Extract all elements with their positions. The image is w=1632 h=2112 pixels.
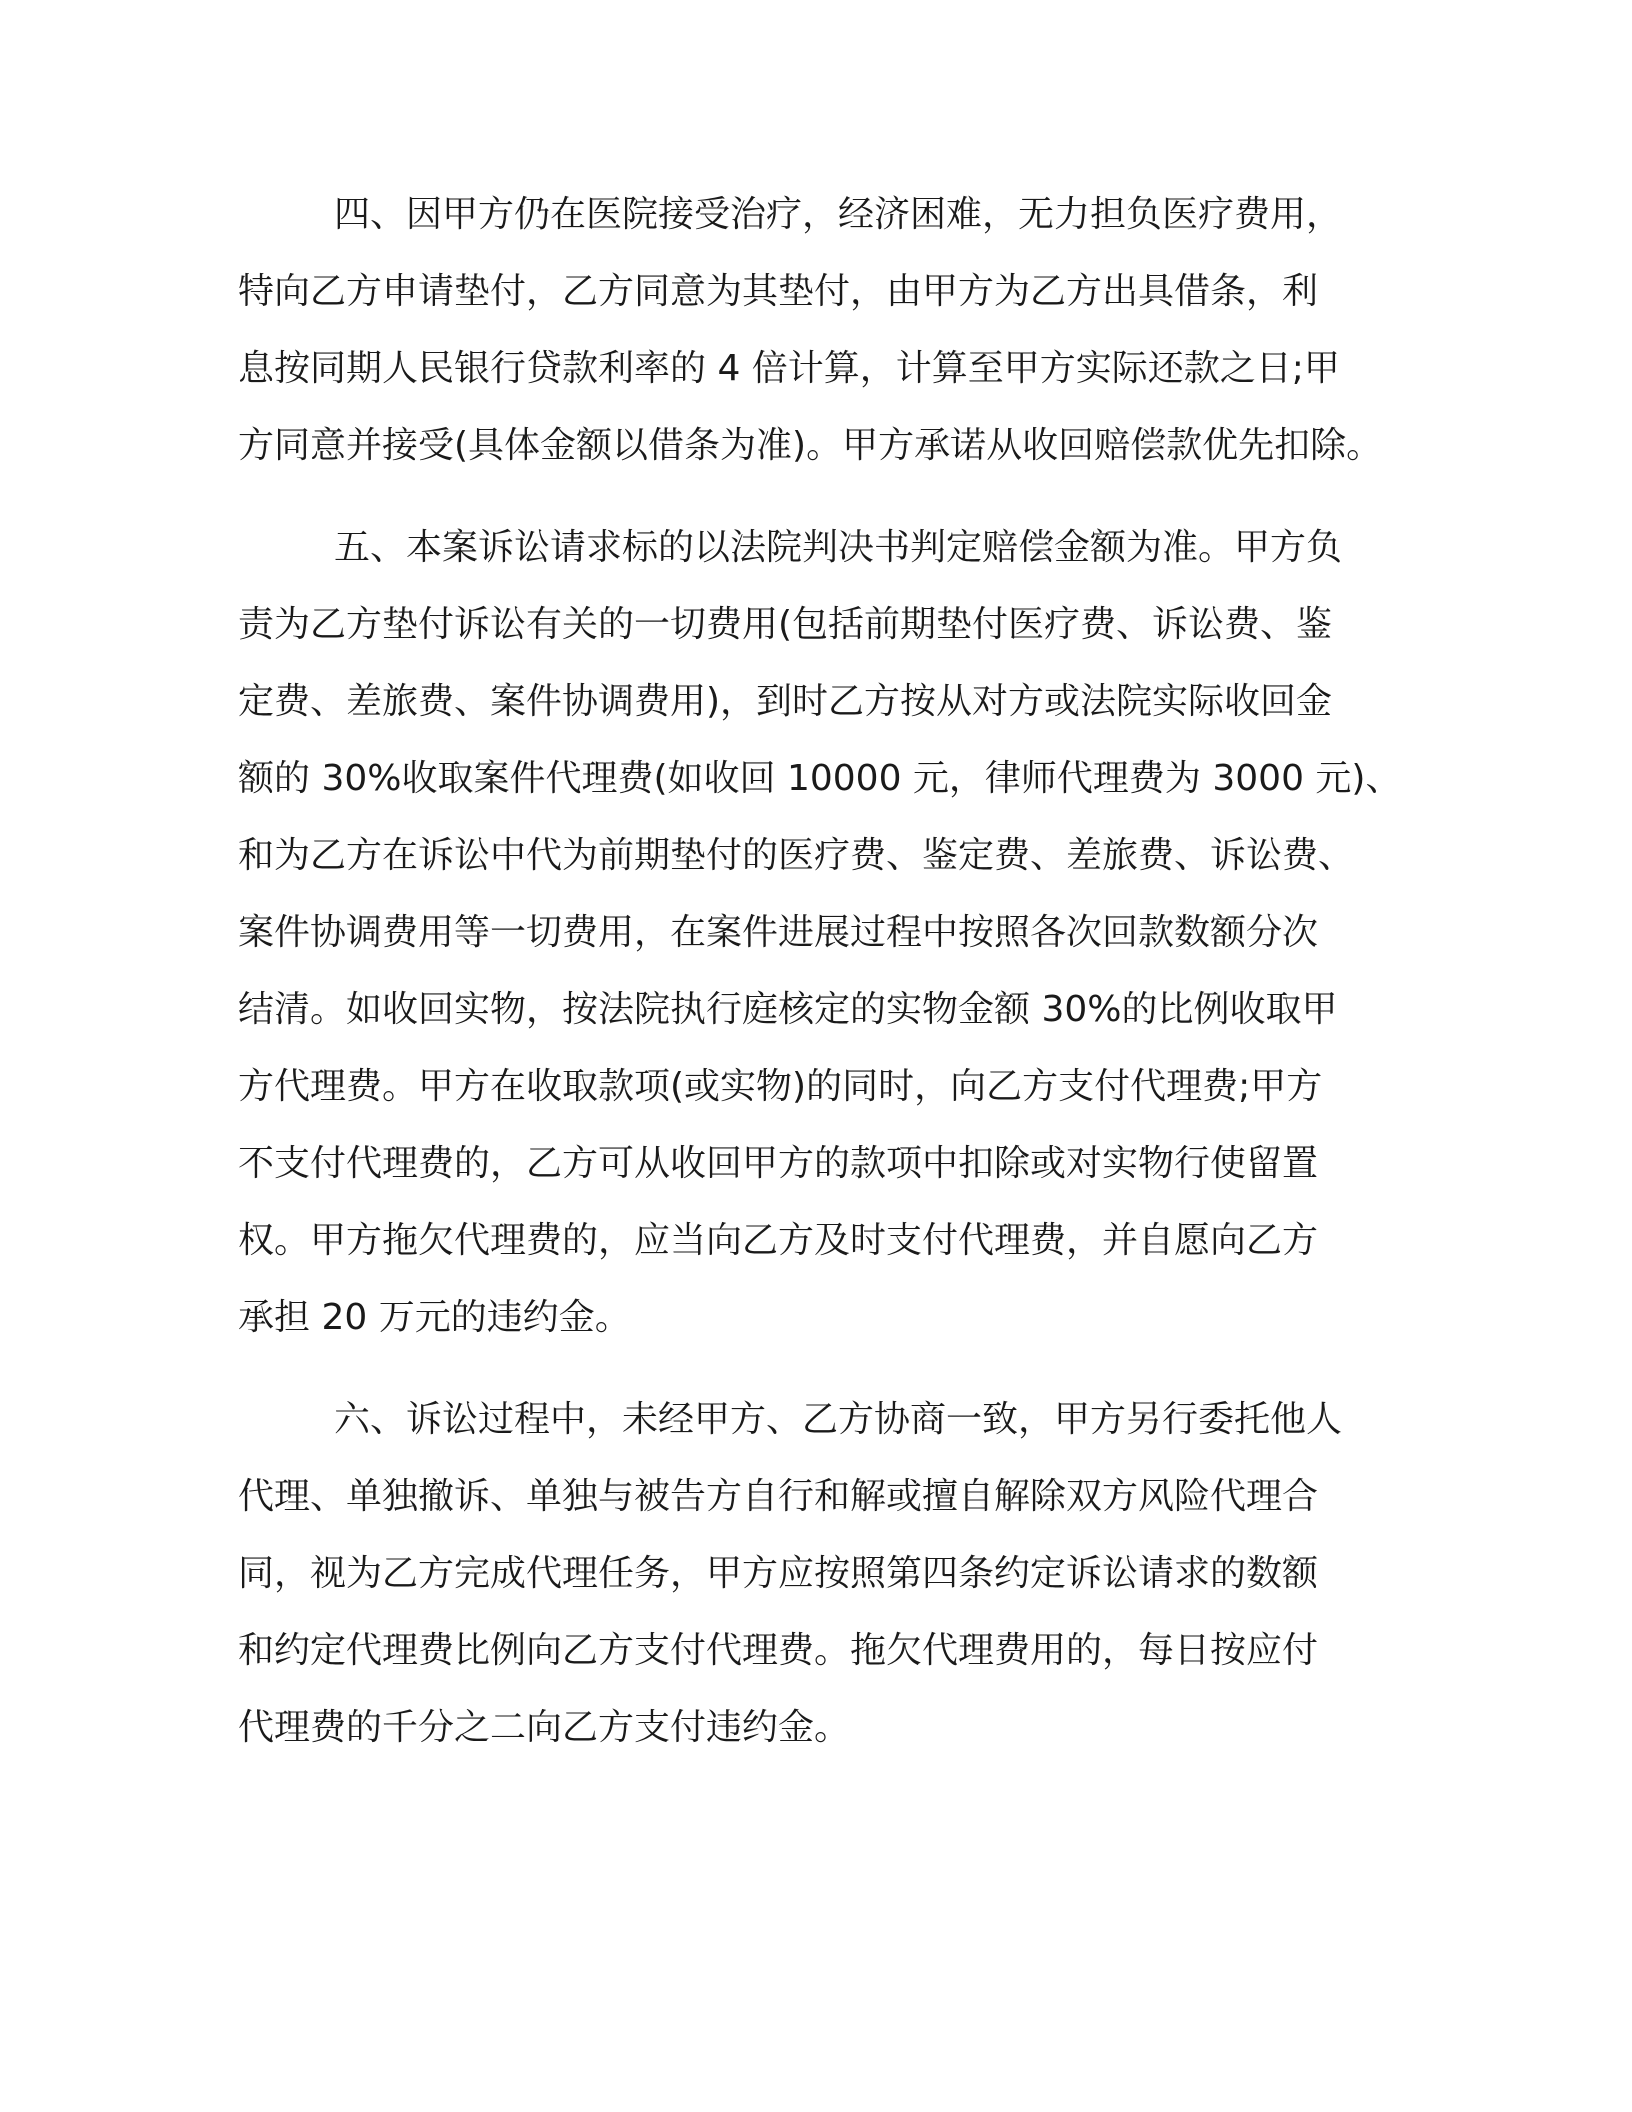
- paragraph-line: 和为乙方在诉讼中代为前期垫付的医疗费、鉴定费、差旅费、诉讼费、: [238, 835, 1355, 876]
- paragraph-line: 额的 30%收取案件代理费(如收回 10000 元，律师代理费为 3000 元)、: [238, 758, 1402, 799]
- paragraph-line: 四、因甲方仍在医院接受治疗，经济困难，无力担负医疗费用，: [334, 194, 1343, 235]
- paragraph-line: 权。甲方拖欠代理费的，应当向乙方及时支付代理费，并自愿向乙方: [238, 1220, 1319, 1261]
- paragraph-line: 案件协调费用等一切费用，在案件进展过程中按照各次回款数额分次: [238, 912, 1319, 953]
- paragraph-line: 承担 20 万元的违约金。: [238, 1297, 631, 1338]
- paragraph-line: 方同意并接受(具体金额以借条为准)。甲方承诺从收回赔偿款优先扣除。: [238, 425, 1383, 466]
- paragraph-line: 方代理费。甲方在收取款项(或实物)的同时，向乙方支付代理费;甲方: [238, 1066, 1323, 1107]
- paragraph-line: 定费、差旅费、案件协调费用)，到时乙方按从对方或法院实际收回金: [238, 681, 1333, 722]
- paragraph-line: 代理、单独撤诉、单独与被告方自行和解或擅自解除双方风险代理合: [238, 1476, 1319, 1517]
- paragraph-line: 息按同期人民银行贷款利率的 4 倍计算，计算至甲方实际还款之日;甲: [238, 348, 1340, 389]
- paragraph-line: 五、本案诉讼请求标的以法院判决书判定赔偿金额为准。甲方负: [334, 527, 1343, 568]
- paragraph-line: 特向乙方申请垫付，乙方同意为其垫付，由甲方为乙方出具借条，利: [238, 271, 1319, 312]
- paragraph-line: 同，视为乙方完成代理任务，甲方应按照第四条约定诉讼请求的数额: [238, 1553, 1319, 1594]
- paragraph-line: 六、诉讼过程中，未经甲方、乙方协商一致，甲方另行委托他人: [334, 1399, 1343, 1440]
- paragraph-line: 和约定代理费比例向乙方支付代理费。拖欠代理费用的，每日按应付: [238, 1630, 1319, 1671]
- paragraph-line: 不支付代理费的，乙方可从收回甲方的款项中扣除或对实物行使留置: [238, 1143, 1319, 1184]
- paragraph-line: 结清。如收回实物，按法院执行庭核定的实物金额 30%的比例收取甲: [238, 989, 1338, 1030]
- paragraph-line: 代理费的千分之二向乙方支付违约金。: [238, 1707, 851, 1748]
- paragraph-line: 责为乙方垫付诉讼有关的一切费用(包括前期垫付医疗费、诉讼费、鉴: [238, 604, 1333, 645]
